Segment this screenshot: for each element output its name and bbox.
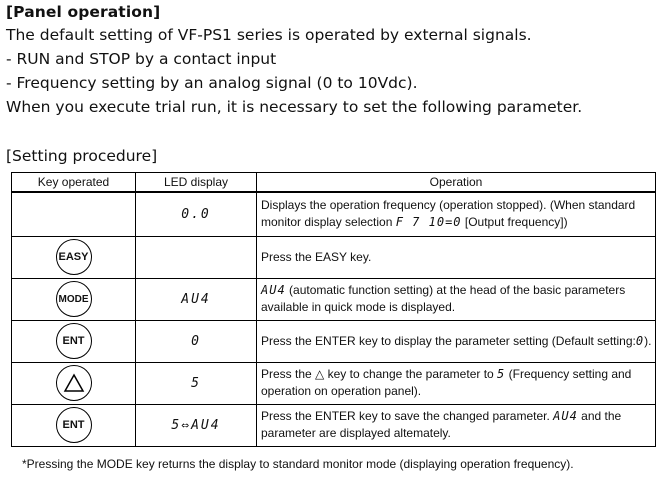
operation-cell xyxy=(257,320,656,362)
ent-key-icon: ENT xyxy=(56,407,92,443)
operation-code: 0 xyxy=(635,333,645,348)
operation-text-end: ). xyxy=(644,333,652,348)
operation-code: F 7 10=0 xyxy=(395,215,462,230)
led-cell xyxy=(136,192,257,236)
table-row xyxy=(12,236,656,278)
section-title: [Setting procedure] xyxy=(6,147,158,165)
led-value: 0.0 xyxy=(181,206,211,222)
led-value: AU4 xyxy=(181,291,211,307)
operation-text-end: [Output frequency]) xyxy=(461,215,568,230)
led-value: 5 xyxy=(191,375,201,391)
table-row xyxy=(12,278,656,320)
key-cell xyxy=(12,278,136,320)
led-value: 0 xyxy=(191,333,201,349)
up-triangle-key-icon xyxy=(56,365,92,401)
intro-line-2: - RUN and STOP by a contact input xyxy=(6,50,277,68)
table-header-row xyxy=(12,173,656,193)
operation-cell xyxy=(257,404,656,446)
table-row xyxy=(12,362,656,404)
operation-cell xyxy=(257,192,656,236)
led-cell xyxy=(136,320,257,362)
col-header-operation: Operation xyxy=(257,173,656,193)
mode-key-icon: MODE xyxy=(56,281,92,317)
col-header-key: Key operated xyxy=(12,173,136,193)
operation-cell xyxy=(257,362,656,404)
operation-text-end: and the parameter are displayed altemately. xyxy=(261,409,622,440)
ent-key-icon: ENT xyxy=(56,323,92,359)
table-row xyxy=(12,320,656,362)
operation-text: Press the ENTER key to display the parameter setting (Default setting: xyxy=(261,333,636,348)
intro-line-3: - Frequency setting by an analog signal (0 to 10Vdc). xyxy=(6,74,418,92)
led-cell xyxy=(136,404,257,446)
up-triangle-icon: △ xyxy=(315,367,325,381)
key-cell xyxy=(12,404,136,446)
intro-line-4: When you execute trial run, it is necessary to set the following parameter. xyxy=(6,98,583,116)
operation-text-mid: key to change the parameter to xyxy=(324,367,498,381)
operation-code: 5 xyxy=(497,367,506,381)
setting-procedure-table xyxy=(11,172,656,447)
key-cell xyxy=(12,362,136,404)
operation-text: (automatic function setting) at the head of the basic parameters available in quick mode is displayed. xyxy=(261,283,626,314)
operation-code: AU4 xyxy=(261,283,286,297)
operation-cell: Press the EASY key. xyxy=(257,236,656,278)
operation-code: AU4 xyxy=(553,409,578,423)
easy-key-icon: EASY xyxy=(56,239,92,275)
operation-text-end: (Frequency setting and operation on operation panel). xyxy=(261,367,632,398)
table-row xyxy=(12,192,656,236)
key-cell xyxy=(12,236,136,278)
col-header-led: LED display xyxy=(136,173,257,193)
intro-line-1: The default setting of VF-PS1 series is operated by external signals. xyxy=(6,26,532,44)
footnote: *Pressing the MODE key returns the display to standard monitor mode (displaying operation frequency). xyxy=(22,457,574,471)
key-cell xyxy=(12,192,136,236)
led-cell xyxy=(136,278,257,320)
led-value: 5⇔AU4 xyxy=(171,417,221,433)
table-row xyxy=(12,404,656,446)
operation-text: Displays the operation frequency (operation stopped). (When standard monitor display selection xyxy=(261,198,636,230)
led-cell xyxy=(136,362,257,404)
key-cell xyxy=(12,320,136,362)
operation-cell xyxy=(257,278,656,320)
operation-text: Press the ENTER key to save the changed parameter. xyxy=(261,409,554,423)
heading: [Panel operation] xyxy=(6,3,161,21)
operation-text: Press the xyxy=(261,367,316,381)
led-cell xyxy=(136,236,257,278)
